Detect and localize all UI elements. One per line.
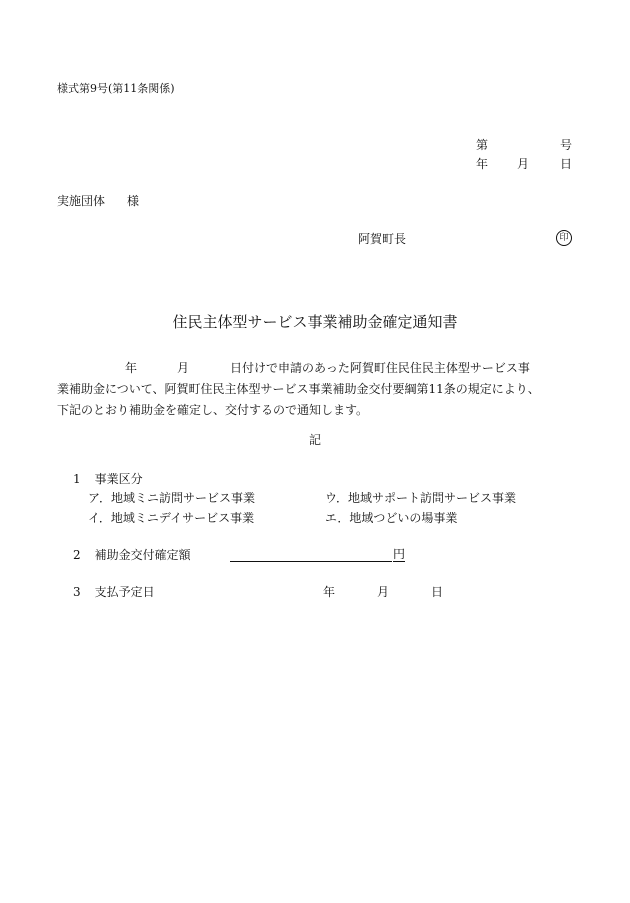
option-a: ア．地域ミニ訪問サービス事業: [88, 491, 256, 505]
body-year: 年: [125, 361, 138, 375]
section-2-number: 2: [73, 548, 81, 562]
sender-title: 阿賀町長: [358, 232, 407, 246]
section-1-number: 1: [73, 472, 81, 486]
issue-date-year: 年: [476, 157, 489, 171]
section-3-label: 支払予定日: [94, 585, 155, 599]
ki-heading: 記: [308, 433, 321, 447]
section-2-label: 補助金交付確定額: [94, 548, 191, 562]
body-line-3: 下記のとおり補助金を確定し、交付するので通知します。: [57, 403, 369, 417]
section-2-heading: [73, 547, 191, 563]
section-1-label: 事業区分: [94, 472, 143, 486]
option-i: イ．地域ミニデイサービス事業: [88, 511, 255, 525]
body-paragraph: [57, 358, 577, 421]
payment-date-year: 年: [323, 585, 336, 599]
body-line-1: [57, 358, 577, 379]
form-number: 様式第9号(第11条関係): [57, 82, 175, 95]
amount-blank-line: [230, 561, 392, 562]
option-e: エ．地域つどいの場事業: [325, 511, 458, 525]
addressee-honorific: 様: [127, 194, 140, 208]
doc-number-suffix: 号: [560, 138, 573, 152]
payment-date-day: 日: [431, 585, 444, 599]
addressee-name: 実施団体: [57, 194, 106, 208]
section-3-heading: [73, 584, 155, 600]
issue-date-month: 月: [517, 157, 530, 171]
seal-mark: 印: [556, 230, 572, 246]
body-line-1-rest: 日付けで申請のあった阿賀町住民住民主体型サービス事: [230, 361, 530, 375]
payment-date-month: 月: [377, 585, 390, 599]
amount-unit: 円: [393, 547, 406, 561]
doc-number-prefix: 第: [476, 138, 489, 152]
body-month: 月: [177, 361, 190, 375]
addressee: [57, 193, 139, 209]
document-title: 住民主体型サービス事業補助金確定通知書: [172, 313, 458, 331]
section-1-heading: [73, 471, 143, 487]
body-line-2: 業補助金について、阿賀町住民主体型サービス事業補助金交付要綱第11条の規定により、: [57, 382, 540, 396]
option-u: ウ．地域サポート訪問サービス事業: [325, 491, 517, 505]
section-3-number: 3: [73, 585, 81, 599]
issue-date-day: 日: [560, 157, 573, 171]
